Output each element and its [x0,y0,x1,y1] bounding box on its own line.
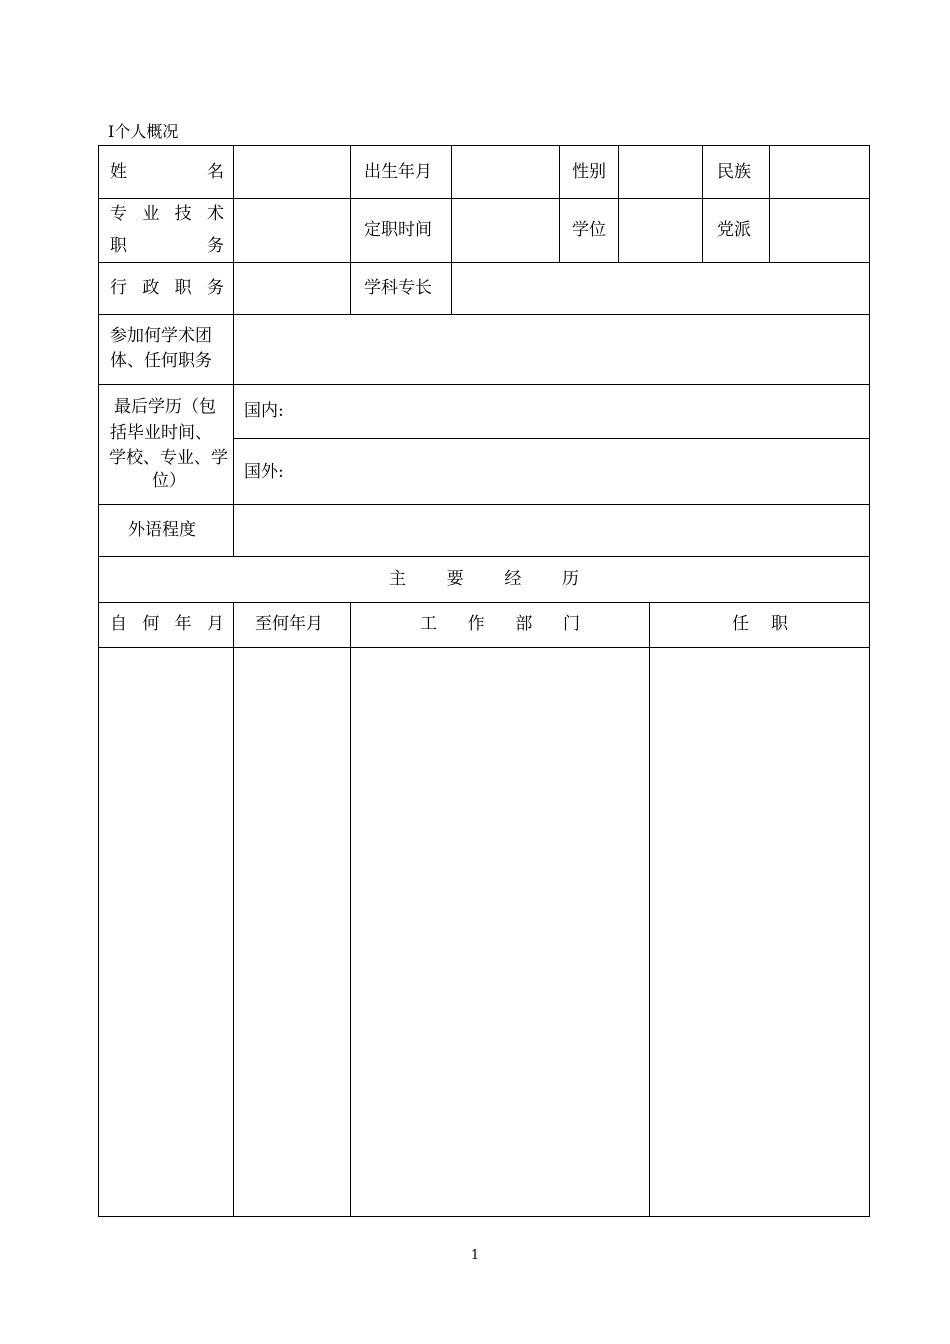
from-date-column[interactable] [100,649,232,1215]
edu-label-line1: 最后学历（包 [114,397,216,417]
prof-title-field[interactable] [235,200,349,260]
birth-field[interactable] [453,148,557,196]
admin-post-label: 行 政 职 务 [110,278,224,298]
foreign-language-field[interactable] [235,506,867,554]
degree-field[interactable] [620,200,700,260]
name-label: 姓 名 [110,162,224,182]
ethnicity-field[interactable] [771,148,867,196]
department-column[interactable] [352,649,648,1215]
society-label-line2: 体、任何职务 [110,351,212,371]
col-divider [233,146,234,556]
specialty-field[interactable] [453,264,867,312]
row-divider [99,314,869,315]
experience-title: 主 要 经 历 [389,569,579,589]
admin-post-field[interactable] [235,264,349,312]
row-divider [99,262,869,263]
col-divider [451,146,452,314]
ethnicity-label: 民族 [717,162,751,182]
col-divider [350,602,351,1216]
col-divider [702,146,703,262]
col-to-header: 至何年月 [255,614,323,634]
domestic-label[interactable]: 国内: [244,401,284,421]
personal-info-form [98,145,870,1217]
col-post-header: 任 职 [732,614,788,634]
foreign-language-label: 外语程度 [128,520,196,540]
row-divider [99,504,869,505]
edu-label-line3: 学校、专业、学 [109,448,228,468]
to-date-column[interactable] [235,649,349,1215]
row-divider [99,602,869,603]
col-from-header: 自 何 年 月 [110,614,224,634]
row-divider [99,198,869,199]
edu-label-line4: 位） [152,471,186,491]
party-label: 党派 [717,220,751,240]
society-field[interactable] [235,316,867,382]
col-divider [649,602,650,1216]
abroad-label[interactable]: 国外: [244,462,284,482]
prof-title-label-line1: 专 业 技 术 [110,204,224,224]
col-dept-header: 工 作 部 门 [420,614,580,634]
col-divider [559,146,560,262]
row-divider [99,384,869,385]
col-divider [350,146,351,314]
society-label-line1: 参加何学术团 [110,326,212,346]
row-divider [99,647,869,648]
col-divider [618,146,619,262]
gender-field[interactable] [620,148,700,196]
page-number: 1 [470,1248,480,1263]
prof-title-label-line2: 职 务 [110,236,224,256]
row-divider [234,438,869,439]
party-field[interactable] [771,200,867,260]
birth-label: 出生年月 [364,162,432,182]
edu-label-line2: 括毕业时间、 [110,423,212,443]
title-date-label: 定职时间 [364,220,432,240]
specialty-label: 学科专长 [364,278,432,298]
degree-label: 学位 [572,220,606,240]
title-date-field[interactable] [453,200,557,260]
gender-label: 性别 [572,162,606,182]
post-column[interactable] [651,649,867,1215]
col-divider [769,146,770,262]
section-title: Ⅰ个人概况 [108,122,179,141]
col-divider [233,602,234,1216]
name-field[interactable] [235,148,349,196]
row-divider [99,556,869,557]
